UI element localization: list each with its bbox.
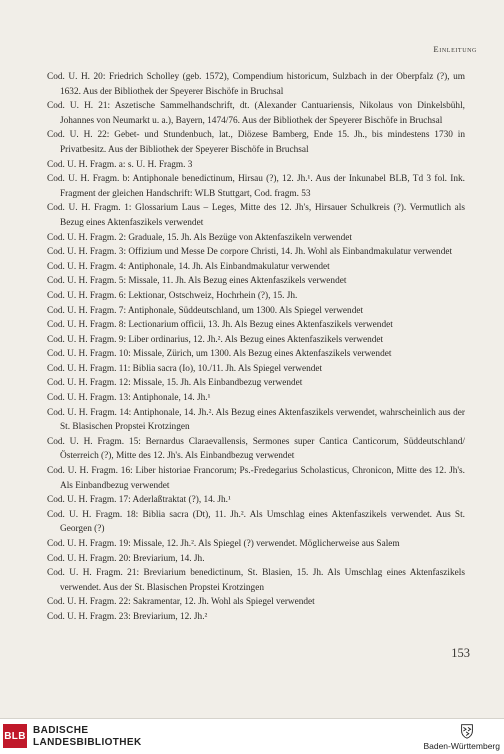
library-name-line2: LANDESBIBLIOTHEK (33, 736, 142, 748)
coat-of-arms-icon (458, 722, 476, 740)
catalog-entry: Cod. U. H. Fragm. 10: Missale, Zürich, um 1300. Als Bezug eines Aktenfaszikels verwendet (47, 349, 392, 360)
catalog-entry: Cod. U. H. Fragm. 1: Glossarium Laus – Leges, Mitte des 12. Jh's, Hirsauer Schulkreis (?). Vermutlich als Bezug eines Aktenfaszikels verwendet (47, 203, 465, 228)
running-head: Einleitung (433, 44, 477, 54)
library-name-line1: BADISCHE (33, 725, 89, 736)
catalog-entry: Cod. U. H. Fragm. 19: Missale, 12. Jh.². Als Spiegel (?) verwendet. Möglicherweise aus Salem (47, 539, 400, 549)
library-name[interactable] (33, 725, 142, 748)
catalog-entry: Cod. U. H. Fragm. 13: Antiphonale, 14. Jh.¹ (47, 393, 211, 404)
catalog-entry: Cod. U. H. Fragm. 2: Graduale, 15. Jh. Als Bezüge von Aktenfaszikeln verwendet (47, 232, 352, 243)
catalog-entry: Cod. U. H. 21: Aszetische Sammelhandschrift, dt. (Alexander Cantuariensis, Nikolaus von Dinkelsbühl, Johannes von Neumarkt u. a.), Bayern, 1474/76. Aus der Bibliothek der Speyerer Bischöfe in Bruchsal (47, 101, 465, 126)
catalog-entry: Cod. U. H. Fragm. b: Antiphonale benedictinum, Hirsau (?), 12. Jh.¹. Aus der Inkunabel BLB, Td 3 fol. Ink. Fragment der gleichen Handschrift: WLB Stuttgart, Cod. fragm. 53 (47, 174, 465, 199)
page-number: 153 (451, 646, 470, 660)
catalog-entry: Cod. U. H. Fragm. 3: Offizium und Messe De corpore Christi, 14. Jh. Wohl als Einbandmakulatur verwendet (47, 247, 453, 258)
blb-logo[interactable]: BLB (3, 724, 27, 748)
catalog-entry: Cod. U. H. Fragm. a: s. U. H. Fragm. 3 (47, 159, 193, 170)
catalog-entry: Cod. U. H. Fragm. 14: Antiphonale, 14. Jh.². Als Bezug eines Aktenfaszikels verwendet, wahrscheinlich aus der St. Blasischen Propstei Krotzingen (47, 407, 465, 433)
catalog-entry: Cod. U. H. Fragm. 7: Antiphonale, Süddeutschland, um 1300. Als Spiegel verwendet (47, 305, 364, 316)
catalog-entry: Cod. U. H. Fragm. 16: Liber historiae Francorum; Ps.-Fredegarius Scholasticus, Chronicon, Mitte des 12. Jh's. Als Einbandbezug verwendet (47, 466, 465, 491)
catalog-entry: Cod. U. H. Fragm. 15: Bernardus Claraevallensis, Sermones super Cantica Canticorum, Süddeutschland/Österreich (?), Mitte des 12. Jh's. Als Einbandbezug verwendet (47, 436, 465, 462)
catalog-entry: Cod. U. H. Fragm. 12: Missale, 15. Jh. Als Einbandbezug verwendet (47, 378, 303, 389)
catalog-entry: Cod. U. H. 20: Friedrich Scholley (geb. 1572), Compendium historicum, Sulzbach in der Oberpfalz (?), um 1632. Aus der Bibliothek der Speyerer Bischöfe in Bruchsal (47, 72, 465, 97)
catalog-entry: Cod. U. H. 22: Gebet- und Stundenbuch, lat., Diözese Bamberg, Ende 15. Jh., bis mindestens 1730 in Privatbesitz. Aus der Bibliothek der Speyerer Bischöfe in Bruchsal (47, 130, 465, 155)
catalog-entry: Cod. U. H. Fragm. 5: Missale, 11. Jh. Als Bezug eines Aktenfaszikels verwendet (47, 276, 347, 287)
catalog-entry: Cod. U. H. Fragm. 23: Breviarium, 12. Jh.² (47, 611, 208, 622)
catalog-entry: Cod. U. H. Fragm. 20: Breviarium, 14. Jh. (47, 553, 205, 564)
catalog-entry: Cod. U. H. Fragm. 22: Sakramentar, 12. Jh. Wohl als Spiegel verwendet (47, 597, 315, 608)
footer-bar (0, 718, 504, 754)
catalog-entry: Cod. U. H. Fragm. 11: Biblia sacra (Io), 10./11. Jh. Als Spiegel verwendet (47, 363, 323, 374)
catalog-entry: Cod. U. H. Fragm. 6: Lektionar, Ostschweiz, Hochrhein (?), 15. Jh. (47, 290, 298, 301)
state-name: Baden-Württemberg (423, 741, 500, 751)
entry-list (47, 70, 465, 625)
catalog-entry: Cod. U. H. Fragm. 21: Breviarium benedictinum, St. Blasien, 15. Jh. Als Umschlag eines Aktenfaszikels verwendet. Aus der St. Blasischen Propstei Krotzingen (47, 568, 465, 593)
catalog-entry: Cod. U. H. Fragm. 18: Biblia sacra (Dt), 11. Jh.². Als Umschlag eines Aktenfaszikels verwendet. Aus St. Georgen (?) (47, 509, 465, 535)
catalog-entry: Cod. U. H. Fragm. 4: Antiphonale, 14. Jh. Als Einbandmakulatur verwendet (47, 261, 330, 272)
catalog-entry: Cod. U. H. Fragm. 9: Liber ordinarius, 12. Jh.². Als Bezug eines Aktenfaszikels verwendet (47, 334, 384, 345)
catalog-entry: Cod. U. H. Fragm. 17: Aderlaßtraktat (?), 14. Jh.¹ (47, 495, 231, 506)
catalog-entry: Cod. U. H. Fragm. 8: Lectionarium officii, 13. Jh. Als Bezug eines Aktenfaszikels verwendet (47, 320, 393, 331)
